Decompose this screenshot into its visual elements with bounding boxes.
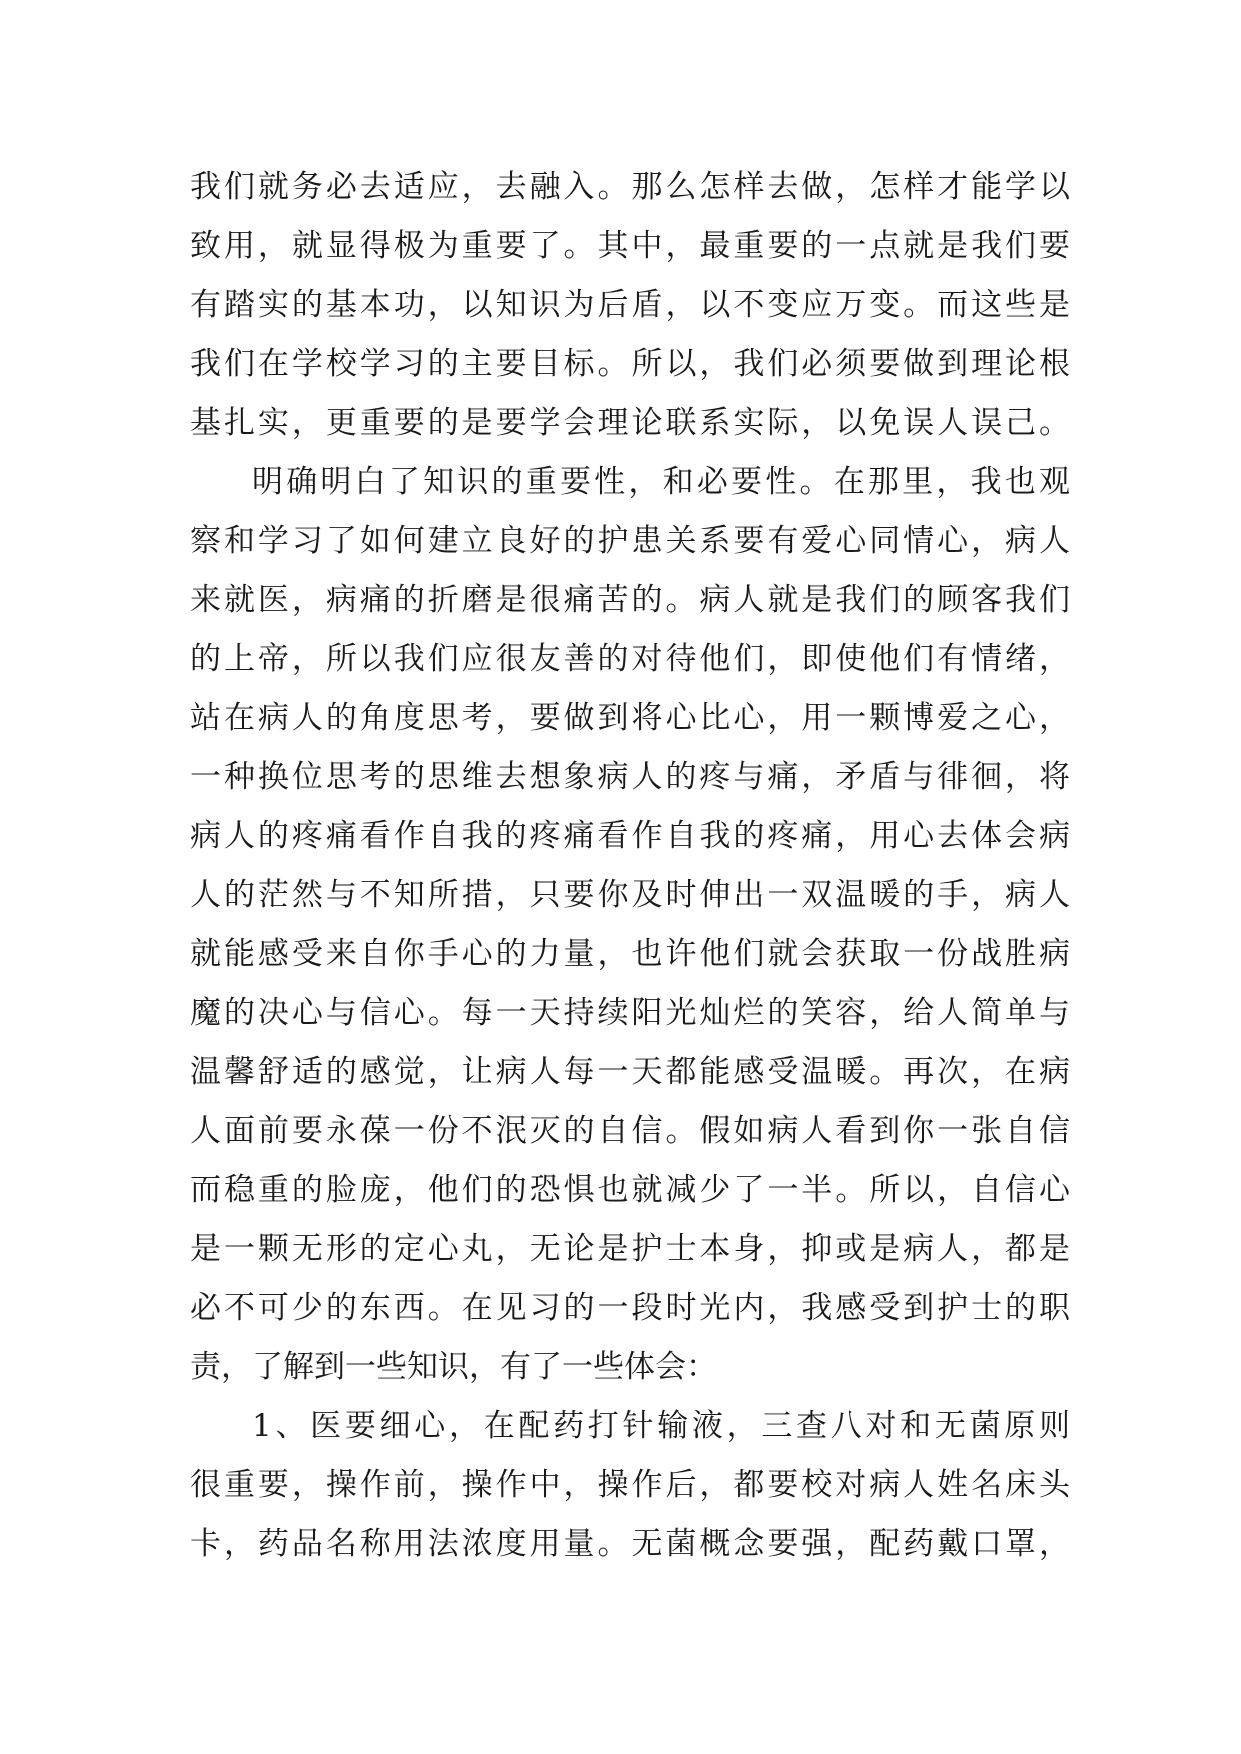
text-line: 一种换位思考的思维去想象病人的疼与痛，矛盾与徘徊，将: [190, 759, 1070, 795]
document-body: [190, 158, 1070, 1574]
text-line: 很重要，操作前，操作中，操作后，都要校对病人姓名床头: [190, 1467, 1070, 1503]
text-line: 魔的决心与信心。每一天持续阳光灿烂的笑容，给人简单与: [190, 995, 1070, 1031]
text-line: 卡，药品名称用法浓度用量。无菌概念要强，配药戴口罩，: [190, 1526, 1070, 1562]
text-line: 温馨舒适的感觉，让病人每一天都能感受温暖。再次，在病: [190, 1054, 1070, 1090]
paragraph-first-line: 明确明白了知识的重要性，和必要性。在那里，我也观: [252, 464, 1070, 500]
text-line: 必不可少的东西。在见习的一段时光内，我感受到护士的职: [190, 1290, 1070, 1326]
text-line: 病人的疼痛看作自我的疼痛看作自我的疼痛，用心去体会病: [190, 818, 1070, 854]
text-line: 人面前要永葆一份不泯灭的自信。假如病人看到你一张自信: [190, 1113, 1070, 1149]
paragraph-last-line: 责，了解到一些知识，有了一些体会：: [190, 1349, 717, 1385]
list-item-first-line: 1、医要细心，在配药打针输液，三查八对和无菌原则: [252, 1408, 1070, 1444]
text-line: 基扎实，更重要的是要学会理论联系实际，以免误人误己。: [190, 405, 1070, 441]
text-line: 而稳重的脸庞，他们的恐惧也就减少了一半。所以，自信心: [190, 1172, 1070, 1208]
text-line: 我们就务必去适应，去融入。那么怎样去做，怎样才能学以: [190, 169, 1070, 205]
text-line: 的上帝，所以我们应很友善的对待他们，即使他们有情绪，: [190, 641, 1070, 677]
text-line: 是一颗无形的定心丸，无论是护士本身，抑或是病人，都是: [190, 1231, 1070, 1267]
text-line: 就能感受来自你手心的力量，也许他们就会获取一份战胜病: [190, 936, 1070, 972]
text-line: 我们在学校学习的主要目标。所以，我们必须要做到理论根: [190, 346, 1070, 382]
text-line: 来就医，病痛的折磨是很痛苦的。病人就是我们的顾客我们: [190, 582, 1070, 618]
text-line: 有踏实的基本功，以知识为后盾，以不变应万变。而这些是: [190, 287, 1070, 323]
text-line: 致用，就显得极为重要了。其中，最重要的一点就是我们要: [190, 228, 1070, 264]
text-line: 人的茫然与不知所措，只要你及时伸出一双温暖的手，病人: [190, 877, 1070, 913]
text-line: 察和学习了如何建立良好的护患关系要有爱心同情心，病人: [190, 523, 1070, 559]
text-line: 站在病人的角度思考，要做到将心比心，用一颗博爱之心，: [190, 700, 1070, 736]
